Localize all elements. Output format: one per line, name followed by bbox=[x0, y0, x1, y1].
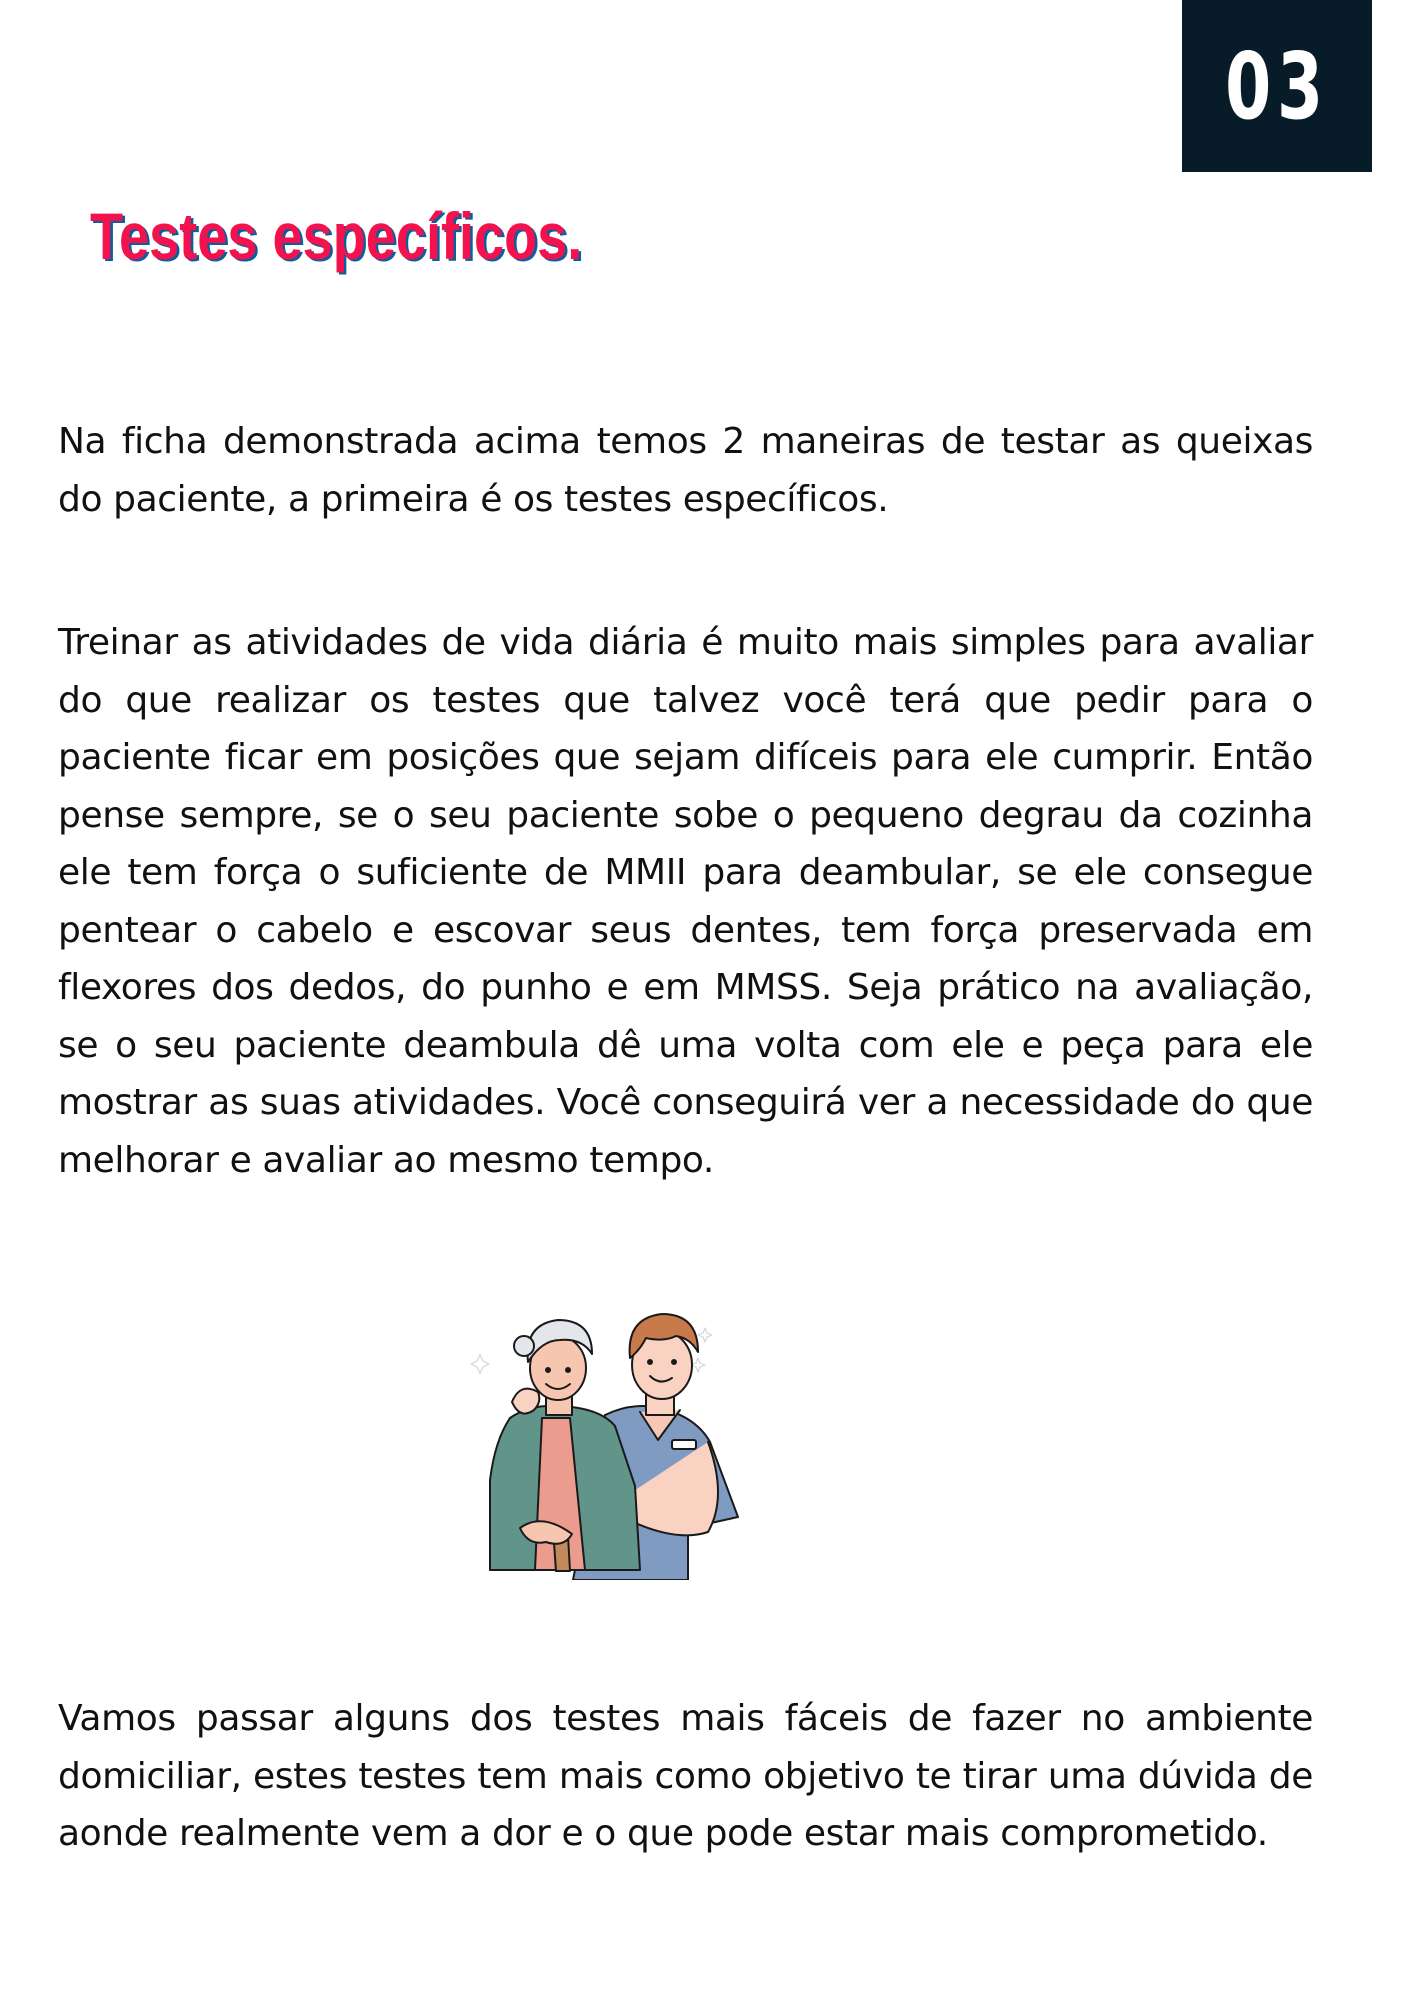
page-number: 03 bbox=[1225, 32, 1329, 140]
paragraph-intro: Na ficha demonstrada acima temos 2 maneiras de testar as queixas do paciente, a primeira é os testes específicos. bbox=[58, 421, 1313, 520]
page-title: Testes específicos. bbox=[90, 199, 583, 273]
caregiver-with-elderly-woman-illustration bbox=[450, 1290, 780, 1580]
paragraph-home-tests: Vamos passar alguns dos testes mais fáceis de fazer no ambiente domiciliar, estes testes tem mais como objetivo te tirar uma dúvida de aonde realmente vem a dor e o que pode estar mais comprometido. bbox=[58, 1698, 1313, 1854]
page-number-badge bbox=[1182, 0, 1372, 172]
paragraph-daily-activities: Treinar as atividades de vida diária é muito mais simples para avaliar do que realizar os testes que talvez você terá que pedir para o paciente ficar em posições que sejam difíceis para ele cumprir. Então pense sempre, se o seu paciente sobe o pequeno degrau da cozinha ele tem força o suficiente de MMII para deambular, se ele consegue pentear o cabelo e escovar seus dentes, tem força preservada em flexores dos dedos, do punho e em MMSS. Seja prático na avaliação, se o seu paciente deambula dê uma volta com ele e peça para ele mostrar as suas atividades. Você conseguirá ver a necessidade do que melhorar e avaliar ao mesmo tempo. bbox=[58, 622, 1313, 1181]
